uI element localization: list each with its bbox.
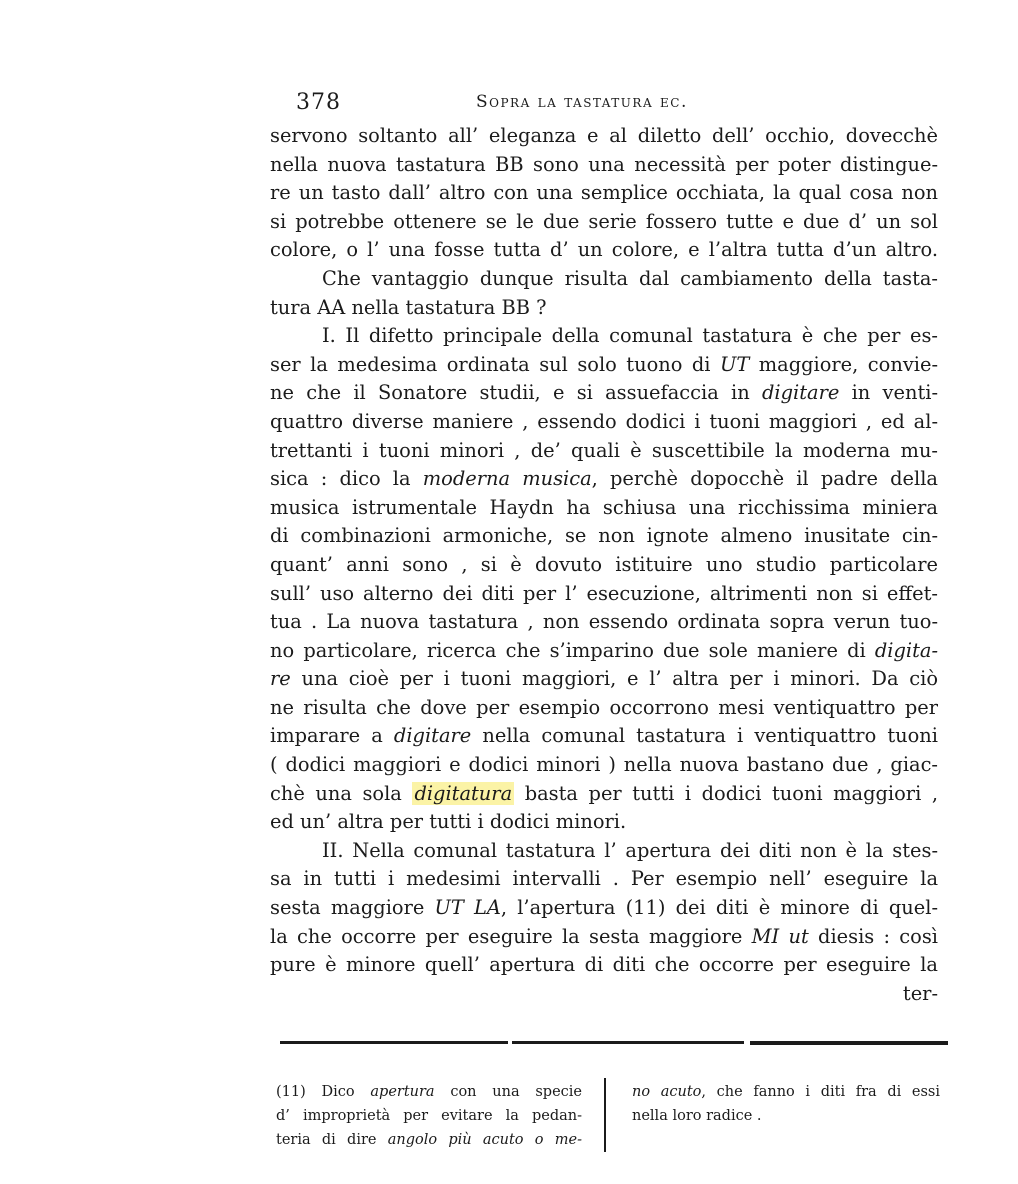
text-line (270, 351, 938, 380)
running-head: Sopra la tastatura ec. (476, 92, 688, 112)
text-line: sull’ uso alterno dei diti per l’ esecuzione, altrimenti non si effet- (270, 581, 938, 605)
text-run: ne che il Sonatore studii, e si assuefaccia in (270, 381, 762, 405)
paragraph-start-line: II. Nella comunal tastatura l’ apertura dei diti non è la stes- (322, 838, 938, 862)
highlighted-word[interactable]: digitatura (414, 781, 513, 805)
text-run: in venti- (839, 381, 938, 405)
text-line: ed un’ altra per tutti i dodici minori. (270, 810, 627, 834)
text-run: , perchè dopocchè il padre della (591, 467, 938, 491)
text-run: chè una sola (270, 781, 413, 805)
footnote-rule (750, 1041, 948, 1045)
text-line: si potrebbe ottenere se le due serie fossero tutte e due d’ un sol (270, 209, 938, 233)
text-run: imparare a (270, 724, 394, 748)
text-line (270, 465, 938, 494)
footnote-line (632, 1080, 940, 1104)
text-line: re un tasto dall’ altro con una semplice occhiata, la qual cosa non (270, 181, 938, 205)
text-run: teria di dire (276, 1132, 388, 1148)
text-line: ( dodici maggiori e dodici minori ) nella nuova bastano due , giac- (270, 753, 938, 777)
italic-run: digitare (761, 381, 840, 405)
text-line (270, 637, 938, 666)
text-run: , che fanno i diti fra di essi (701, 1084, 940, 1100)
text-line (270, 722, 938, 751)
italic-run: UT (720, 352, 750, 376)
text-run: maggiore, convie- (749, 352, 938, 376)
text-line (270, 894, 938, 923)
text-run: , l’apertura (11) dei diti è minore di quel- (500, 896, 938, 920)
text-run: (11) Dico (276, 1084, 371, 1100)
footnote-left-column (276, 1080, 582, 1152)
italic-run: angolo più acuto o me- (387, 1132, 582, 1148)
text-line: sa in tutti i medesimi intervalli . Per esempio nell’ eseguire la (270, 867, 938, 891)
text-line: quant’ anni sono , si è dovuto istituire uno studio particolare (270, 552, 938, 576)
italic-run: MI ut (751, 924, 809, 948)
text-run: nella comunal tastatura i ventiquattro tuoni (471, 724, 938, 748)
footnote-line (276, 1128, 582, 1152)
text-line: pure è minore quell’ apertura di diti che occorre per eseguire la (270, 953, 938, 977)
text-line: nella nuova tastatura BB sono una necessità per poter distingue- (270, 152, 938, 176)
footnote-line: nella loro radice . (632, 1108, 762, 1124)
italic-run: apertura (370, 1084, 435, 1100)
italic-run: moderna musica (422, 467, 592, 491)
text-line (270, 923, 938, 952)
text-line: musica istrumentale Haydn ha schiusa una ricchissima miniera (270, 495, 938, 519)
text-line (270, 780, 938, 809)
footnote-line (276, 1080, 582, 1104)
text-line: trettanti i tuoni minori , de’ quali è suscettibile la moderna mu- (270, 438, 938, 462)
text-run: diesis : così (808, 924, 938, 948)
footnote-rule (512, 1041, 744, 1044)
text-line: di combinazioni armoniche, se non ignote almeno inusitate cin- (270, 524, 938, 548)
text-line: colore, o l’ una fosse tutta d’ un colore, e l’altra tutta d’un altro. (270, 238, 938, 262)
italic-run: digitare (393, 724, 472, 748)
footnote-line: d’ improprietà per evitare la pedan- (276, 1108, 582, 1124)
footnote-column-divider (604, 1078, 606, 1152)
italic-run: no acuto (632, 1084, 702, 1100)
footnote-right-column (632, 1080, 940, 1128)
italic-run: digita- (874, 638, 938, 662)
footnote-rule (280, 1041, 508, 1044)
text-line: ne risulta che dove per esempio occorrono mesi ventiquattro per (270, 695, 938, 719)
paragraph-start-line: Che vantaggio dunque risulta dal cambiamento della tasta- (322, 266, 938, 290)
text-run: sesta maggiore (270, 896, 435, 920)
text-run: basta per tutti i dodici tuoni maggiori , (514, 781, 938, 805)
paragraph-start-line: I. Il difetto principale della comunal tastatura è che per es- (322, 324, 938, 348)
text-run: ser la medesima ordinata sul solo tuono di (270, 352, 720, 376)
text-line (270, 379, 938, 408)
page-header (296, 90, 936, 118)
italic-run: re (270, 667, 291, 691)
text-line (270, 665, 938, 694)
text-line: quattro diverse maniere , essendo dodici i tuoni maggiori , ed al- (270, 409, 938, 433)
text-run: la che occorre per eseguire la sesta maggiore (270, 924, 752, 948)
text-run: una cioè per i tuoni maggiori, e l’ altra per i minori. Da ciò (290, 667, 938, 691)
text-run: con una specie (434, 1084, 582, 1100)
body-text (270, 122, 938, 1008)
text-line: tura AA nella tastatura BB ? (270, 295, 547, 319)
text-line: servono soltanto all’ eleganza e al diletto dell’ occhio, dovecchè (270, 124, 938, 147)
catchword: ter- (902, 981, 938, 1005)
text-line: tua . La nuova tastatura , non essendo ordinata sopra verun tuo- (270, 610, 938, 634)
text-run: sica : dico la (270, 467, 423, 491)
italic-run: UT LA (434, 896, 501, 920)
text-run: no particolare, ricerca che s’imparino due sole maniere di (270, 638, 875, 662)
page-number: 378 (296, 90, 341, 115)
